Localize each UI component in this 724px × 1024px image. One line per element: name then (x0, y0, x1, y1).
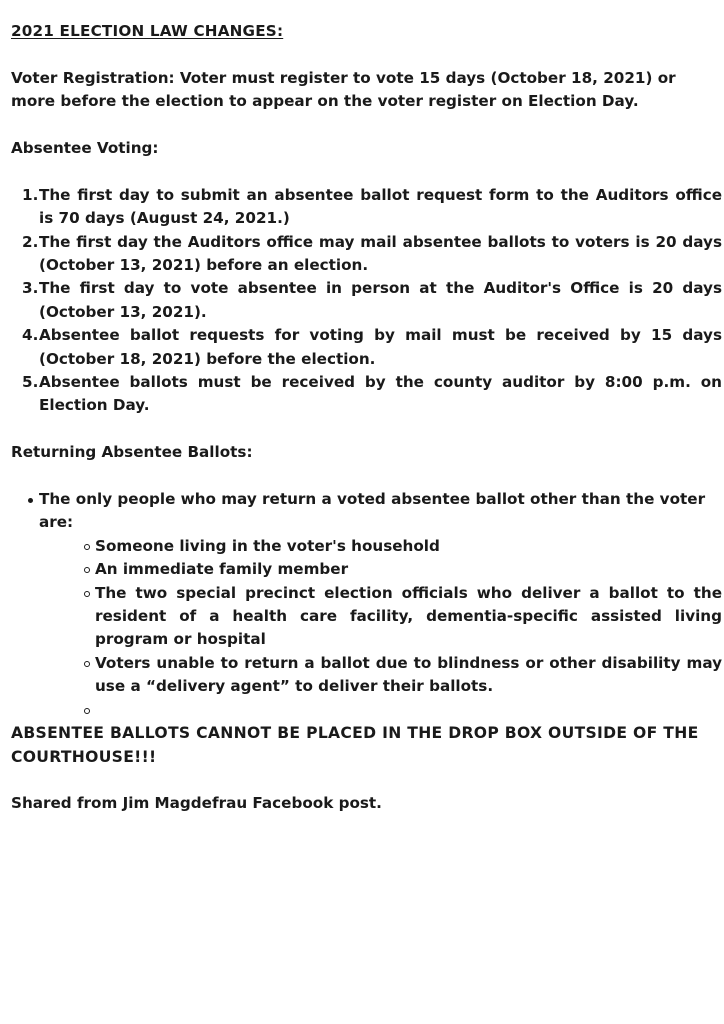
list-item (11, 231, 722, 278)
sub-list (39, 535, 722, 722)
voter-registration-paragraph: Voter Registration: Voter must register to vote 15 days (October 18, 2021) or more before the election to appear on the voter register on Election Day. (11, 68, 676, 111)
spacer (11, 465, 722, 488)
returning-ballots-heading: Returning Absentee Ballots: (11, 443, 253, 462)
spacer (11, 418, 722, 441)
sub-list-item-text: Voters unable to return a ballot due to blindness or other disability may use a “delivery agent” to deliver their ballots. (95, 653, 722, 696)
sub-list-item (39, 558, 722, 581)
circle-bullet-icon (84, 591, 90, 597)
sub-list-item-text: The two special precinct election officials who deliver a ballot to the resident of a health care facility, dementia-specific assisted living program or hospital (95, 583, 722, 649)
list-item-text: The first day to vote absentee in person at the Auditor's Office is 20 days (October 13, 2021). (39, 279, 722, 321)
list-item (11, 324, 722, 371)
circle-bullet-icon (84, 661, 90, 667)
list-item-text: The only people who may return a voted absentee ballot other than the voter are: (39, 490, 706, 532)
list-item-text: Absentee ballots must be received by the county auditor by 8:00 p.m. on Election Day. (39, 373, 722, 415)
list-item (11, 277, 722, 324)
spacer (11, 114, 722, 137)
spacer (11, 43, 722, 66)
list-item (11, 371, 722, 418)
list-number: 1. (22, 185, 39, 204)
sub-list-item (39, 699, 722, 722)
document-title: 2021 ELECTION LAW CHANGES: (11, 22, 284, 40)
sub-list-item (39, 582, 722, 652)
drop-box-warning: ABSENTEE BALLOTS CANNOT BE PLACED IN THE DROP BOX OUTSIDE OF THE COURTHOUSE!!! (11, 724, 699, 766)
sub-list-item-text: An immediate family member (95, 560, 349, 579)
list-item (11, 488, 722, 722)
list-number: 5. (22, 373, 39, 392)
returning-ballots-list (11, 488, 722, 722)
bullet-icon (28, 498, 33, 503)
list-number: 2. (22, 232, 39, 251)
list-number: 3. (22, 279, 39, 298)
circle-bullet-icon (84, 567, 90, 573)
circle-bullet-icon (84, 544, 90, 550)
circle-bullet-icon (84, 708, 90, 714)
sub-list-item (39, 652, 722, 699)
sub-list-item-text: Someone living in the voter's household (95, 536, 440, 555)
list-item-text: The first day to submit an absentee ballot request form to the Auditors office is 70 days (August 24, 2021.) (39, 185, 722, 228)
list-item-text: The first day the Auditors office may mail absentee ballots to voters is 20 days (October 13, 2021) before an election. (39, 232, 722, 275)
spacer (11, 160, 722, 183)
sub-list-item (39, 535, 722, 558)
source-credit: Shared from Jim Magdefrau Facebook post. (11, 794, 382, 813)
absentee-voting-list (11, 184, 722, 418)
absentee-voting-heading: Absentee Voting: (11, 139, 159, 157)
list-item-text: Absentee ballot requests for voting by mail must be received by 15 days (October 18, 2021) before the election. (39, 326, 722, 368)
document-page (11, 20, 722, 816)
list-number: 4. (22, 326, 39, 345)
list-item (11, 184, 722, 231)
spacer (11, 769, 722, 792)
